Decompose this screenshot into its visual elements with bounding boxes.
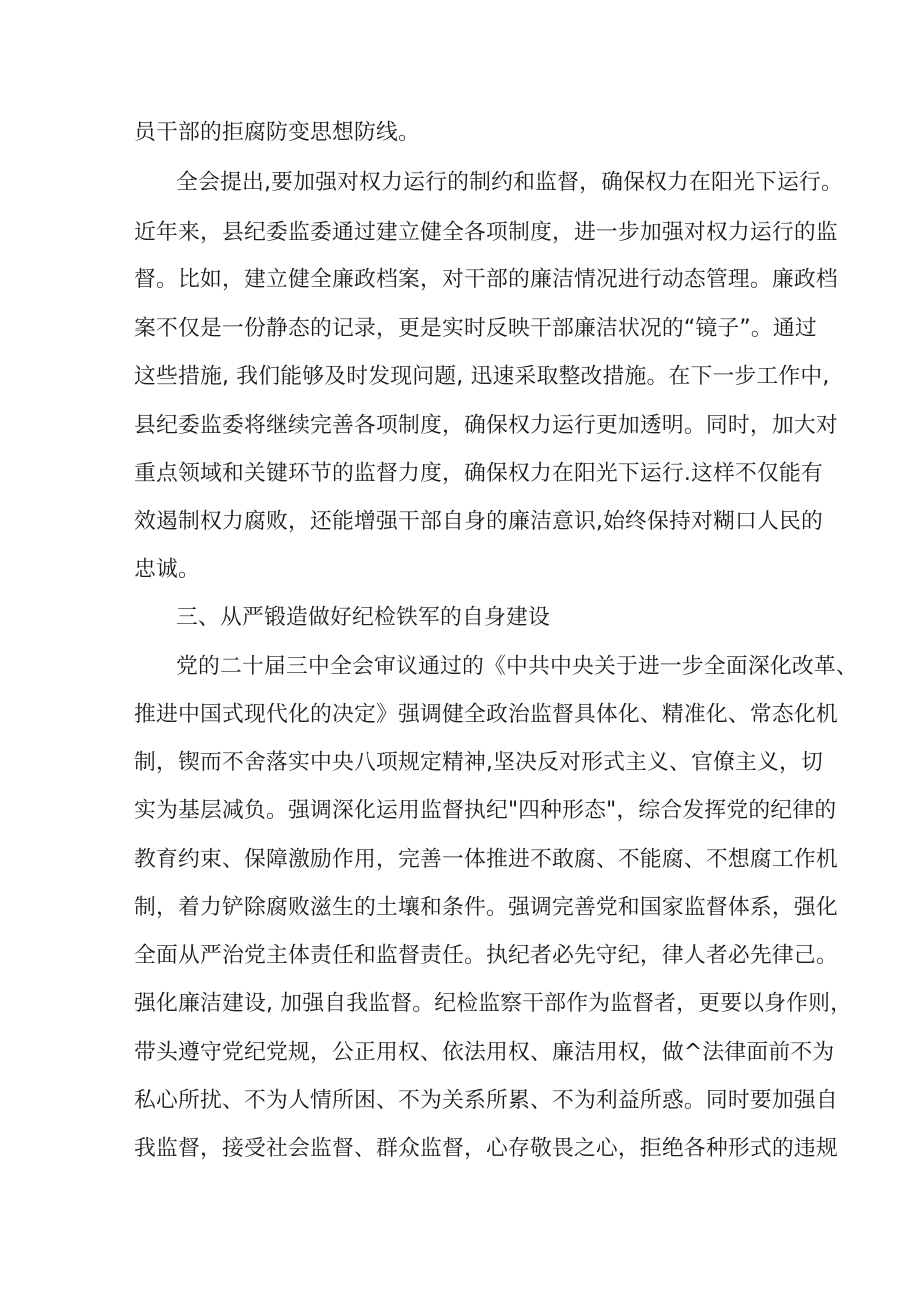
text-line: 忠诚。 [134, 557, 200, 582]
section-heading: 三、从严锻造做好纪检铁军的自身建设 [176, 605, 550, 630]
text-line: 实为基层减负。强调深化运用监督执纪"四种形态"，综合发挥党的纪律的 [134, 798, 837, 823]
text-line: 私心所扰、不为人情所困、不为关系所累、不为利益所惑。同时要加强自 [134, 1088, 838, 1113]
text-line: 县纪委监委将继续完善各项制度，确保权力运行更加透明。同时，加大对 [134, 413, 838, 438]
text-line: 推进中国式现代化的决定》强调健全政治监督具体化、精准化、常态化机 [134, 702, 838, 727]
text-line: 这些措施, 我们能够及时发现问题, 迅速采取整改措施。在下一步工作中, [134, 364, 830, 389]
text-line: 重点领域和关键环节的监督力度，确保权力在阳光下运行.这样不仅能有 [134, 461, 824, 486]
text-line: 教育约束、保障激励作用，完善一体推进不敢腐、不能腐、不想腐工作机 [134, 847, 838, 872]
text-line: 带头遵守党纪党规，公正用权、依法用权、廉洁用权，做^法律面前不为 [134, 1040, 835, 1065]
text-line: 强化廉洁建设, 加强自我监督。纪检监察干部作为监督者，更要以身作则， [134, 991, 853, 1016]
text-line: 效遏制权力腐败，还能增强干部自身的廉洁意识,始终保持对糊口人民的 [134, 509, 824, 534]
text-line: 制，着力铲除腐败滋生的土壤和条件。强调完善党和国家监督体系，强化 [134, 895, 838, 920]
paragraph-start-line: 全会提出,要加强对权力运行的制约和监督，确保权力在阳光下运行。 [176, 170, 844, 195]
text-line: 近年来，县纪委监委通过建立健全各项制度，进一步加强对权力运行的监 [134, 220, 838, 245]
paragraph-start-line: 党的二十届三中全会审议通过的《中共中央关于进一步全面深化改革、 [176, 654, 858, 679]
text-line: 制，锲而不舍落实中央八项规定精神,坚决反对形式主义、官僚主义，切 [134, 750, 824, 775]
text-line: 案不仅是一份静态的记录，更是实时反映干部廉洁状况的“镜子”。通过 [134, 316, 817, 341]
text-line: 员干部的拒腐防变思想防线。 [134, 120, 420, 145]
text-line: 我监督，接受社会监督、群众监督，心存敬畏之心，拒绝各种形式的违规 [134, 1136, 838, 1161]
text-line: 督。比如，建立健全廉政档案，对干部的廉洁情况进行动态管理。廉政档 [134, 267, 838, 292]
text-line: 全面从严治党主体责任和监督责任。执纪者必先守纪，律人者必先律己。 [134, 943, 838, 968]
